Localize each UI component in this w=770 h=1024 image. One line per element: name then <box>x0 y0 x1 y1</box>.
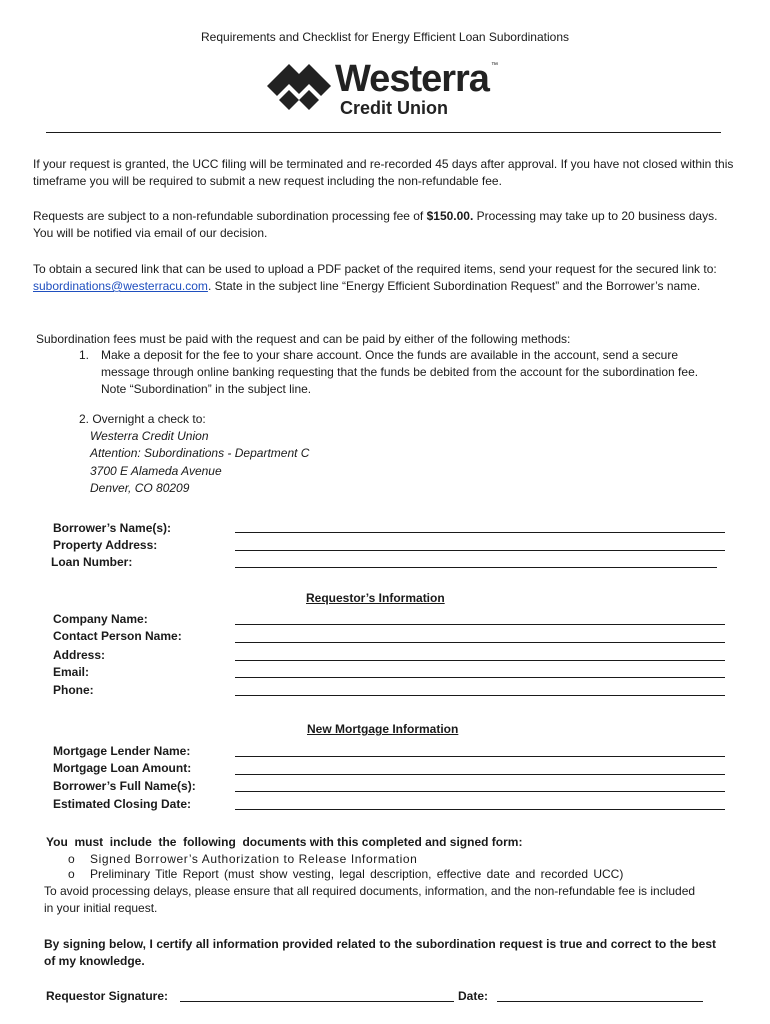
bullet-icon: o <box>68 852 75 866</box>
mailing-address-line: 3700 E Alameda Avenue <box>90 464 222 478</box>
borrower-full-name-field[interactable] <box>235 791 725 792</box>
signature-label: Requestor Signature: <box>46 989 169 1003</box>
company-name-label: Company Name: <box>53 612 148 626</box>
documents-note: To avoid processing delays, please ensure that all required documents, information, and the non-refundable fee is included in your initial request. <box>44 884 696 915</box>
fee-amount: $150.00. <box>426 209 474 223</box>
requestor-section-heading: Requestor’s Information <box>306 591 445 605</box>
bullet-icon: o <box>68 867 75 881</box>
email-link[interactable]: subordinations@westerracu.com <box>33 279 208 293</box>
borrower-name-field[interactable] <box>235 532 725 533</box>
mortgage-lender-field[interactable] <box>235 756 725 757</box>
certification-statement: By signing below, I certify all information provided related to the subordination request is true and correct to the best of my knowledge. <box>44 937 716 968</box>
company-name-field[interactable] <box>235 624 725 625</box>
email-label: Email: <box>53 665 90 679</box>
documents-intro: You must include the following documents with this completed and signed form: <box>46 835 523 849</box>
requestor-address-field[interactable] <box>235 660 725 661</box>
closing-date-label: Estimated Closing Date: <box>53 797 192 811</box>
method-2-text: 2. Overnight a check to: <box>79 412 206 426</box>
mailing-address-line: Westerra Credit Union <box>90 429 209 443</box>
document-title: Requirements and Checklist for Energy Efficient Loan Subordinations <box>201 30 569 44</box>
mailing-address-line: Attention: Subordinations - Department C <box>90 446 310 460</box>
paragraph-payment-methods: Subordination fees must be paid with the request and can be paid by either of the following methods: <box>36 332 571 346</box>
method-1-number: 1. <box>79 348 90 362</box>
mortgage-section-heading: New Mortgage Information <box>307 722 459 736</box>
loan-number-field[interactable] <box>235 567 717 568</box>
date-field[interactable] <box>497 1001 703 1002</box>
borrower-full-name-label: Borrower’s Full Name(s): <box>53 779 196 793</box>
paragraph-fee <box>33 208 735 242</box>
document-item: Signed Borrower’s Authorization to Release Information <box>90 852 418 866</box>
fee-text-end: Processing may take up to 20 business days. You will be notified via email of our decision. <box>33 209 718 240</box>
date-label: Date: <box>458 989 489 1003</box>
logo-trademark: ™ <box>491 62 498 69</box>
phone-label: Phone: <box>53 683 94 697</box>
paragraph-secured-link <box>33 261 723 295</box>
header-rule <box>46 132 721 133</box>
logo-subtitle: Credit Union <box>340 98 448 118</box>
contact-person-field[interactable] <box>235 642 725 643</box>
signature-field[interactable] <box>180 1001 454 1002</box>
westerra-logo-mark-icon <box>267 62 331 110</box>
closing-date-field[interactable] <box>235 809 725 810</box>
link-text-end: . State in the subject line “Energy Efficient Subordination Request” and the Borrower’s name. <box>207 279 701 293</box>
contact-person-label: Contact Person Name: <box>53 629 182 643</box>
property-address-field[interactable] <box>235 550 725 551</box>
mortgage-amount-field[interactable] <box>235 774 725 775</box>
link-text-start: To obtain a secured link that can be used to upload a PDF packet of the required items, send your request for the secured link to: <box>33 262 717 276</box>
mailing-address-line: Denver, CO 80209 <box>90 481 190 495</box>
email-field[interactable] <box>235 677 725 678</box>
method-1-text: Make a deposit for the fee to your share account. Once the funds are available in the account, send a secure message through online banking requesting that the funds be debited from the account for the subordination fee. Note “Subordination” in the subject line. <box>101 348 699 396</box>
fee-text-start: Requests are subject to a non-refundable subordination processing fee of <box>33 209 427 223</box>
loan-number-label: Loan Number: <box>51 555 133 569</box>
paragraph-ucc: If your request is granted, the UCC filing will be terminated and re-recorded 45 days after approval. If you have not closed within this timeframe you will be required to submit a new request including the non-refundable fee. <box>33 157 734 188</box>
mortgage-lender-label: Mortgage Lender Name: <box>53 744 191 758</box>
mortgage-amount-label: Mortgage Loan Amount: <box>53 761 192 775</box>
requestor-address-label: Address: <box>53 648 106 662</box>
borrower-name-label: Borrower’s Name(s): <box>53 521 172 535</box>
property-address-label: Property Address: <box>53 538 158 552</box>
phone-field[interactable] <box>235 695 725 696</box>
westerra-logo <box>267 60 507 122</box>
document-item: Preliminary Title Report (must show vesting, legal description, effective date and recorded UCC) <box>90 867 624 881</box>
logo-wordmark: Westerra <box>335 58 489 100</box>
